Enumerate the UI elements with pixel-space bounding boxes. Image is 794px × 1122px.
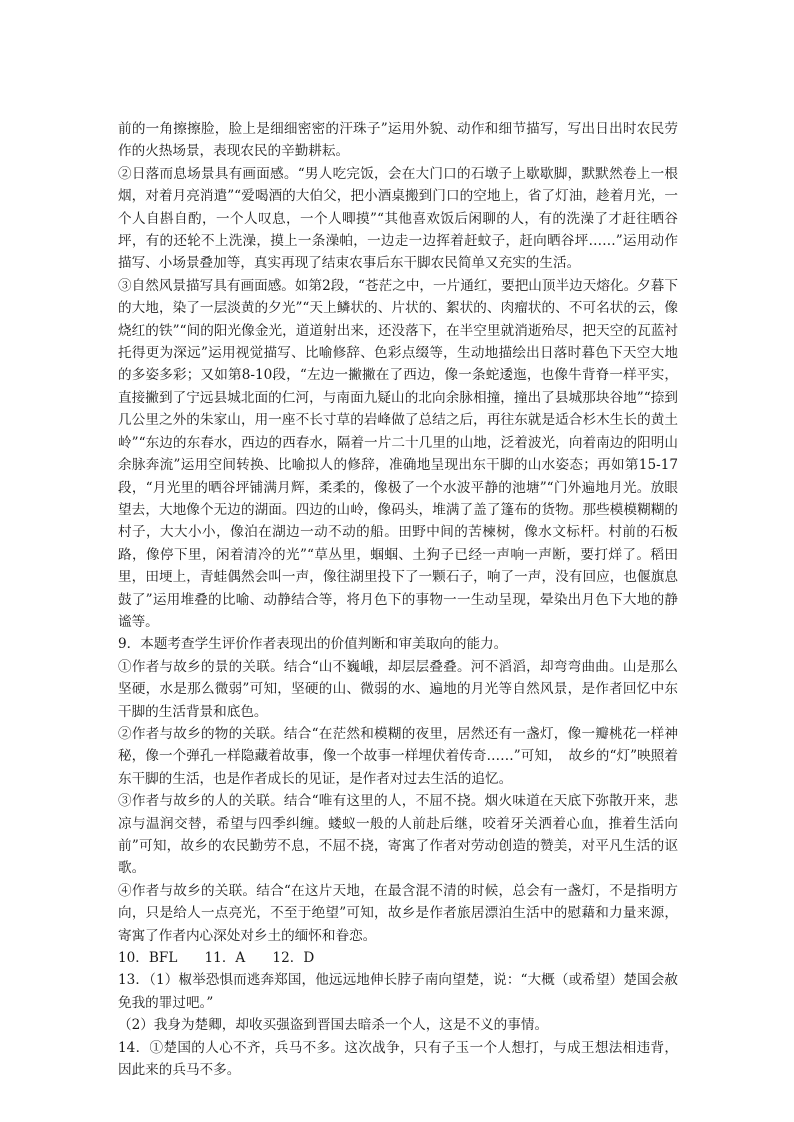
paragraph-continuation: 前的一角擦擦脸，脸上是细细密密的汗珠子”运用外貌、动作和细节描写，写出日出时农民劳作的火热场景，表现农民的辛勤耕耘。 [118,121,678,160]
paragraph-sunset-rest: ②日落而息场景具有画面感。“男人吃完饭，会在大门口的石墩子上歇歇脚，默默然卷上一根烟，对着月亮消遣”“爱喝酒的大伯父，把小酒桌搬到门口的空地上，省了灯油，趁着月光，一个人自斟自酌，一个人叹息，一个人唧摸”“其他喜欢饭后闲聊的人，有的洗澡了才赶往晒谷坪，有的还轮不上洗澡，摸上一条澡帕，一边走一边挥着赶蚊子，赶向晒谷坪……”运用动作描写、小场景叠加等，真实再现了结束农事后东干脚农民简单又充实的生活。 [118,165,678,272]
question-13-part-2: （2）我身为楚卿，却收买强盗到晋国去暗杀一个人，这是不义的事情。 [118,1017,549,1034]
question-9-heading: 9．本题考查学生评价作者表现出的价值判断和审美取向的能力。 [118,636,508,653]
question-9-point-4: ④作者与故乡的关联。结合“在这片天地，在最含混不清的时候，总会有一盏灯，不是指明方向，只是给人一点亮光，不至于绝望”可知，故乡是作者旅居漂泊生活中的慰藉和力量来源，寄寓了作者内心深处对乡土的缅怀和眷恋。 [118,882,678,944]
answer-page [118,118,678,1081]
question-9-point-3: ③作者与故乡的人的关联。结合“唯有这里的人，不屈不挠。烟火味道在天底下弥散开来，悲凉与温润交替，希望与四季纠缠。蝼蚁一般的人前赴后继，咬着牙关洒着心血，推着生活向前”可知，故乡的农民勤劳不息，不屈不挠，寄寓了作者对劳动创造的赞美，对平凡生活的讴歌。 [118,793,678,877]
question-9-point-1: ①作者与故乡的景的关联。结合“山不巍峨，却层层叠叠。河不滔滔，却弯弯曲曲。山是那么坚硬，水是那么微弱”可知，坚硬的山、微弱的水、遍地的月光等自然风景，是作者回忆中东干脚的生活背景和底色。 [118,658,678,720]
question-9-point-2: ②作者与故乡的物的关联。结合“在茫然和模糊的夜里，居然还有一盏灯，像一瓣桃花一样神秘，像一个弹孔一样隐藏着故事，像一个故事一样埋伏着传奇……”可知， 故乡的“灯”映照着东干脚的生活，也是作者成长的见证，是作者对过去生活的追忆。 [118,725,678,787]
answers-10-12: 10．BFL 11．A 12．D [118,950,315,967]
paragraph-natural-scenery: ③自然风景描写具有画面感。如第2段，“苍茫之中，一片通红，要把山顶半边天熔化。夕暮下的大地，染了一层淡黄的夕光”“天上鳞状的、片状的、絮状的、肉瘤状的、不可名状的云，像烧红的铁”“间的阳光像金光，道道射出来，还没落下，在半空里就消逝殆尽，把天空的瓦蓝衬托得更为深远”运用视觉描写、比喻修辞、色彩点缀等，生动地描绘出日落时暮色下天空大地的多姿多彩；又如第8-10段，“左边一撇撇在了西边，像一条蛇逶迤，也像牛背脊一样平实，直接撇到了宁远县城北面的仁河，与南面九疑山的北向余脉相撞，撞出了县城那块谷地”“捺到几公里之外的朱家山，用一座不长寸草的岩峰做了总结之后，再往东就是适合杉木生长的黄土岭”“东边的东春水，西边的西春水，隔着一片二十几里的山地，泛着波光，向着南边的阳明山余脉奔流”运用空间转换、比喻拟人的修辞，准确地呈现出东干脚的山水姿态；再如第15-17段，“月光里的晒谷坪铺满月辉，柔柔的，像极了一个水波平静的池塘”“门外遍地月光。放眼望去，大地像个无边的湖面。四边的山岭，像码头，堆满了盖了篷布的货物。那些模模糊糊的村子，大大小小，像泊在湖边一动不动的船。田野中间的苦楝树，像水文标杆。村前的石板路，像停下里，闲着清冷的光”“草丛里，蝈蝈、土狗子已经一声响一声断，要打烊了。稻田里，田埂上，青蛙偶然会叫一声，像往湖里投下了一颗石子，响了一声，没有回应，也偃旗息鼓了”运用堆叠的比喻、动静结合等，将月色下的事物一一生动呈现，晕染出月色下大地的静谧等。 [118,277,678,630]
question-14-answer: 14．①楚国的人心不齐，兵马不多。这次战争，只有子玉一个人想打，与成王想法相违背，因此来的兵马不多。 [118,1039,678,1079]
question-13-part-1: 13．（1）椒举恐惧而逃奔郑国，他远远地伸长脖子南向望楚，说：“大概（或希望）楚国会赦免我的罪过吧。” [118,972,678,1011]
